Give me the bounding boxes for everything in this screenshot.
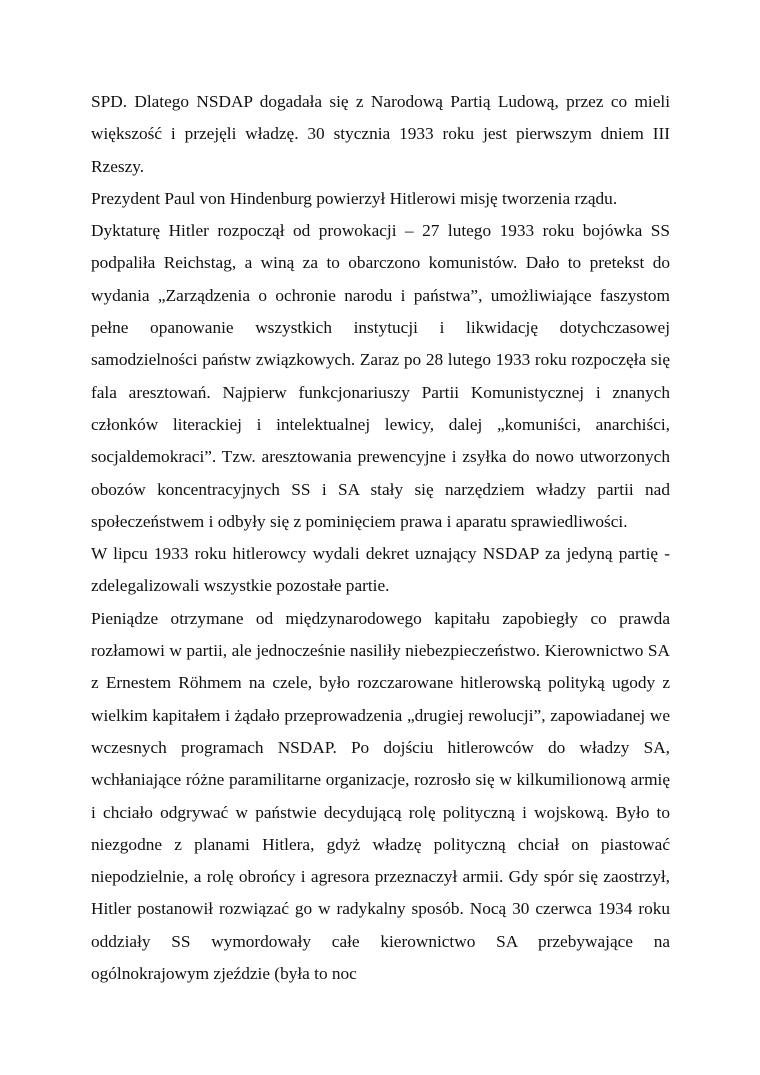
paragraph-5: Pieniądze otrzymane od międzynarodowego kapitału zapobiegły co prawda rozłamowi w partii, ale jednocześnie nasiliły niebezpieczeństwo. Kierownictwo SA z Ernestem Röhmem na czele, było rozczarowane hitlerowską polityką ugody z wielkim kapitałem i żądało przeprowadzenia „drugiej rewolucji”, zapowiadanej we wczesnych programach NSDAP. Po dojściu hitlerowców do władzy SA, wchłaniające różne paramilitarne organizacje, rozrosło się w kilkumilionową armię i chciało odgrywać w państwie decydującą rolę polityczną i wojskową. Było to niezgodne z planami Hitlera, gdyż władzę polityczną chciał on piastować niepodzielnie, a rolę obrońcy i agresora przeznaczył armii. Gdy spór się zaostrzył, Hitler postanowił rozwiązać go w radykalny sposób. Nocą 30 czerwca 1934 roku oddziały SS wymordowały całe kierownictwo SA przebywające na ogólnokrajowym zjeździe (była to noc xyxy=(91,608,670,984)
paragraph-2: Prezydent Paul von Hindenburg powierzył Hitlerowi misję tworzenia rządu. xyxy=(91,188,618,208)
paragraph-1: SPD. Dlatego NSDAP dogadała się z Narodową Partią Ludową, przez co mieli większość i przejęli władzę. 30 stycznia 1933 roku jest pierwszym dniem III Rzeszy. xyxy=(91,92,670,176)
paragraph-4: W lipcu 1933 roku hitlerowcy wydali dekret uznający NSDAP za jedyną partię - zdelegalizowali wszystkie pozostałe partie. xyxy=(91,544,670,596)
document-page xyxy=(91,86,670,990)
paragraph-3: Dyktaturę Hitler rozpoczął od prowokacji – 27 lutego 1933 roku bojówka SS podpaliła Reichstag, a winą za to obarczono komunistów. Dało to pretekst do wydania „Zarządzenia o ochronie narodu i państwa”, umożliwiające faszystom pełne opanowanie wszystkich instytucji i likwidację dotychczasowej samodzielności państw związkowych. Zaraz po 28 lutego 1933 roku rozpoczęła się fala aresztowań. Najpierw funkcjonariuszy Partii Komunistycznej i znanych członków literackiej i intelektualnej lewicy, dalej „komuniści, anarchiści, socjaldemokraci”. Tzw. aresztowania prewencyjne i zsyłka do nowo utworzonych obozów koncentracyjnych SS i SA stały się narzędziem władzy partii nad społeczeństwem i odbyły się z pominięciem prawa i aparatu sprawiedliwości. xyxy=(91,221,670,531)
